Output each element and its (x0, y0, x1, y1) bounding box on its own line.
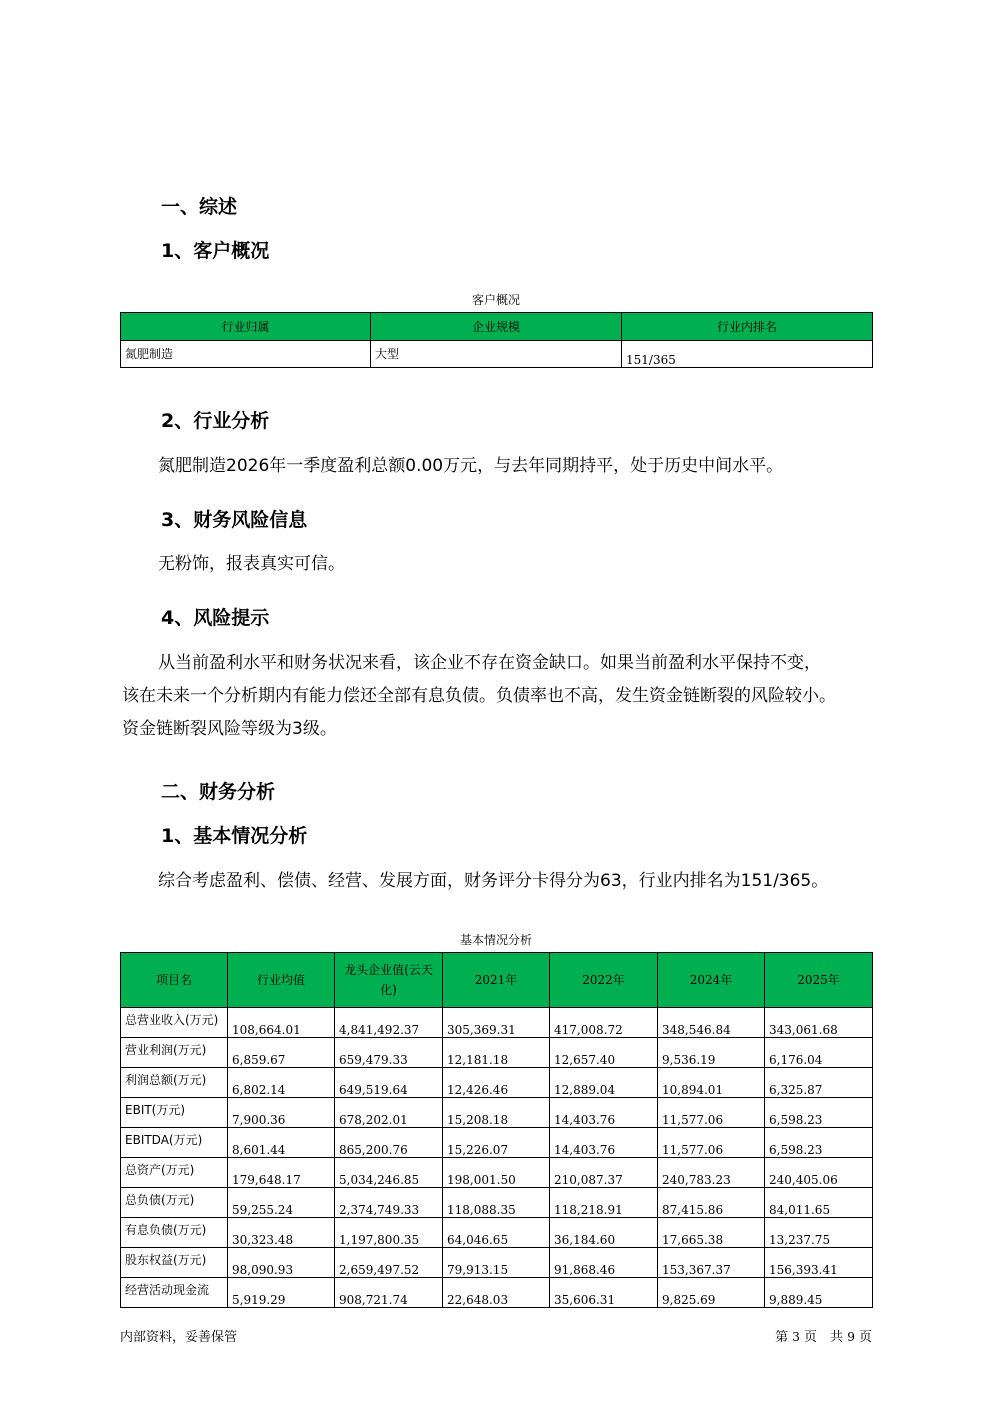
table-cell: 14,403.76 (550, 1128, 658, 1158)
basic-analysis-table (120, 952, 873, 1308)
table-header-cell: 行业归属 (121, 313, 371, 341)
table-header-cell: 2025年 (765, 953, 873, 1008)
table-cell: 6,859.67 (228, 1038, 335, 1068)
customer-table-caption: 客户概况 (471, 293, 520, 307)
table-cell: 13,237.75 (765, 1218, 873, 1248)
table-cell: 908,721.74 (335, 1278, 443, 1308)
table-cell: 10,894.01 (658, 1068, 765, 1098)
row-label-cell: 总负债(万元) (121, 1188, 228, 1218)
table-cell: 240,783.23 (658, 1158, 765, 1188)
table-cell: 108,664.01 (228, 1008, 335, 1038)
table-cell: 153,367.37 (658, 1248, 765, 1278)
row-label-cell: 股东权益(万元) (121, 1248, 228, 1278)
table-cell: 59,255.24 (228, 1188, 335, 1218)
table-cell: 15,208.18 (443, 1098, 550, 1128)
table-cell: 5,034,246.85 (335, 1158, 443, 1188)
table-cell: 6,598.23 (765, 1128, 873, 1158)
row-label-cell: EBIT(万元) (121, 1098, 228, 1128)
table-header-row (121, 953, 873, 1008)
table-cell: 79,913.15 (443, 1248, 550, 1278)
subheading-financial-risk: 3、财务风险信息 (161, 509, 308, 531)
customer-overview-table (120, 312, 873, 368)
table-cell: 35,606.31 (550, 1278, 658, 1308)
subheading-basic-analysis: 1、基本情况分析 (161, 825, 308, 847)
table-cell: 6,802.14 (228, 1068, 335, 1098)
footer-note: 内部资料，妥善保管 (120, 1330, 238, 1345)
table-cell: 15,226.07 (443, 1128, 550, 1158)
table-cell: 1,197,800.35 (335, 1218, 443, 1248)
table-cell: 84,011.65 (765, 1188, 873, 1218)
table-cell: 87,415.86 (658, 1188, 765, 1218)
table-cell: 6,176.04 (765, 1038, 873, 1068)
table-header-cell: 2022年 (550, 953, 658, 1008)
table-cell: 198,001.50 (443, 1158, 550, 1188)
table-row (121, 1188, 873, 1218)
table-cell: 6,325.87 (765, 1068, 873, 1098)
subheading-customer-overview: 1、客户概况 (161, 240, 270, 262)
table-row (121, 1128, 873, 1158)
table-row (121, 1218, 873, 1248)
table-cell: 678,202.01 (335, 1098, 443, 1128)
table-cell: 240,405.06 (765, 1158, 873, 1188)
row-label-cell: 有息负债(万元) (121, 1218, 228, 1248)
row-label-cell: 经营活动现金流 (121, 1278, 228, 1308)
table-cell: 12,889.04 (550, 1068, 658, 1098)
basic-analysis-text: 综合考虑盈利、偿债、经营、发展方面，财务评分卡得分为63，行业内排名为151/365。 (158, 871, 829, 891)
financial-risk-text: 无粉饰，报表真实可信。 (158, 554, 345, 574)
table-cell: 348,546.84 (658, 1008, 765, 1038)
table-row (121, 1068, 873, 1098)
table-header-cell: 2024年 (658, 953, 765, 1008)
table-cell: 659,479.33 (335, 1038, 443, 1068)
table-row (121, 1248, 873, 1278)
row-label-cell: 总资产(万元) (121, 1158, 228, 1188)
table-row (121, 1008, 873, 1038)
table-cell: 12,657.40 (550, 1038, 658, 1068)
table-cell: 118,088.35 (443, 1188, 550, 1218)
table-cell: 649,519.64 (335, 1068, 443, 1098)
table-header-cell: 企业规模 (371, 313, 622, 341)
table-cell: 12,181.18 (443, 1038, 550, 1068)
table-cell: 305,369.31 (443, 1008, 550, 1038)
table-cell: 2,374,749.33 (335, 1188, 443, 1218)
row-label-cell: 总营业收入(万元) (121, 1008, 228, 1038)
table-cell: 9,889.45 (765, 1278, 873, 1308)
row-label-cell: 营业利润(万元) (121, 1038, 228, 1068)
industry-analysis-text: 氮肥制造2026年一季度盈利总额0.00万元，与去年同期持平，处于历史中间水平。 (158, 456, 784, 476)
risk-tip-paragraph (122, 647, 874, 746)
table-row (121, 1278, 873, 1308)
table-cell: 865,200.76 (335, 1128, 443, 1158)
table-header-cell: 龙头企业值(云天化) (335, 953, 443, 1008)
table-cell: 11,577.06 (658, 1128, 765, 1158)
table-header-cell: 行业均值 (228, 953, 335, 1008)
table-cell: 22,648.03 (443, 1278, 550, 1308)
risk-tip-line: 从当前盈利水平和财务状况来看，该企业不存在资金缺口。如果当前盈利水平保持不变， (158, 653, 821, 673)
subheading-risk-tip: 4、风险提示 (161, 607, 270, 629)
table-cell: 156,393.41 (765, 1248, 873, 1278)
table-cell: 11,577.06 (658, 1098, 765, 1128)
current-page: 3 (792, 1330, 800, 1344)
risk-tip-line: 该在未来一个分析期内有能力偿还全部有息负债。负债率也不高，发生资金链断裂的风险较小。 (122, 686, 836, 706)
table-cell: 36,184.60 (550, 1218, 658, 1248)
table-cell: 210,087.37 (550, 1158, 658, 1188)
table-cell: 9,536.19 (658, 1038, 765, 1068)
table-cell: 179,648.17 (228, 1158, 335, 1188)
table-cell: 7,900.36 (228, 1098, 335, 1128)
subheading-industry-analysis: 2、行业分析 (161, 410, 270, 432)
section-heading-overview: 一、综述 (161, 196, 238, 218)
table-header-cell: 2021年 (443, 953, 550, 1008)
table-cell: 343,061.68 (765, 1008, 873, 1038)
table-cell: 4,841,492.37 (335, 1008, 443, 1038)
table-row (121, 1098, 873, 1128)
table-cell: 8,601.44 (228, 1128, 335, 1158)
table-row (121, 1038, 873, 1068)
basic-table-caption: 基本情况分析 (459, 933, 532, 947)
table-cell: 2,659,497.52 (335, 1248, 443, 1278)
table-cell: 118,218.91 (550, 1188, 658, 1218)
table-cell: 17,665.38 (658, 1218, 765, 1248)
table-cell: 氮肥制造 (121, 341, 371, 368)
total-pages: 9 (847, 1330, 855, 1344)
table-header-cell: 项目名 (121, 953, 228, 1008)
table-cell: 151/365 (622, 341, 873, 368)
table-cell: 91,868.46 (550, 1248, 658, 1278)
row-label-cell: 利润总额(万元) (121, 1068, 228, 1098)
page-number: 第 3 页 共 9 页 (775, 1330, 872, 1345)
table-cell: 14,403.76 (550, 1098, 658, 1128)
table-cell: 98,090.93 (228, 1248, 335, 1278)
table-cell: 大型 (371, 341, 622, 368)
table-cell: 5,919.29 (228, 1278, 335, 1308)
table-row (121, 1158, 873, 1188)
table-cell: 12,426.46 (443, 1068, 550, 1098)
table-cell: 6,598.23 (765, 1098, 873, 1128)
table-cell: 417,008.72 (550, 1008, 658, 1038)
section-heading-financial-analysis: 二、财务分析 (161, 781, 276, 803)
table-cell: 30,323.48 (228, 1218, 335, 1248)
table-cell: 64,046.65 (443, 1218, 550, 1248)
table-cell: 9,825.69 (658, 1278, 765, 1308)
row-label-cell: EBITDA(万元) (121, 1128, 228, 1158)
risk-tip-line: 资金链断裂风险等级为3级。 (122, 719, 337, 739)
table-header-cell: 行业内排名 (622, 313, 873, 341)
